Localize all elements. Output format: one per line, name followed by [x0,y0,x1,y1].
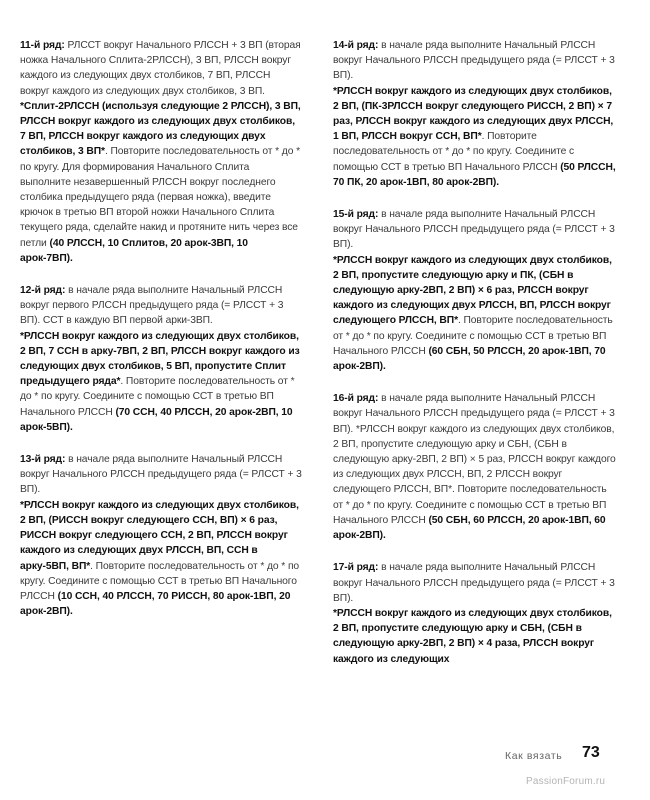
row-text: в начале ряда выполните Начальный РЛССН вокруг Начального РЛССН предыдущего ряда (= РЛССТ + 3 ВП). [20,454,302,496]
page-number: 73 [582,744,600,761]
row-title: 15-й ряд: [333,209,379,221]
row-text-continued: . Повторите последовательность от * до * по кругу. Для формирования Начального Сплита выполните незавершенный РЛССН вокруг последнего столбика предыдущего ряда (первая ножка), введите крючок в третью ВП второй ножки Начального Сплита текущего ряда, сделайте накид и протяните нить через все петли [20,146,301,249]
row-totals: (50 РЛССН, 70 ПК, 20 арок-1ВП, 80 арок-2ВП). [333,161,616,188]
row-totals: (10 ССН, 40 РЛССН, 70 РИССН, 80 арок-1ВП, 20 арок-2ВП). [20,590,291,618]
row-text: в начале ряда выполните Начальный РЛССН вокруг Начального РЛССН предыдущего ряда (= РЛССТ + 3 ВП). *РЛССН вокруг каждого из следующих двух столбиков, 2 ВП, пропустите следующую арку и СБН, (СБН в следующую арку-2ВП, 2 ВП) × 5 раз, РЛССН вокруг каждого из следующих двух РЛССН, ВП, 2 РЛССН вокруг следующего РЛССН, ВП*. Повторите последовательность от * до * по кругу. Соедините с помощью ССТ в третью ВП Начального РЛССН [333,393,616,526]
row-text: в начале ряда выполните Начальный РЛССН вокруг Начального РЛССН предыдущего ряда (= РЛССТ + 3 ВП). [333,562,615,604]
row-instruction-14 [333,38,617,190]
watermark: PassionForum.ru [526,776,606,787]
row-totals: (40 РЛССН, 10 Сплитов, 20 арок-3ВП, 10 арок-7ВП). [20,237,248,264]
row-instruction-17 [333,560,617,666]
row-bold-text: *РЛССН вокруг каждого из следующих двух столбиков, 2 ВП, (ПК-3РЛССН вокруг следующего РИССН, 2 ВП) × 7 раз, РЛССН вокруг каждого из следующих двух РЛССН, 1 ВП, РЛССН вокруг ССН, ВП* [333,85,614,143]
row-title: 17-й ряд: [333,562,379,574]
row-text-continued: . Повторите последовательность от * до * по кругу. Соедините с помощью ССТ в третью ВП Начального РЛССН [20,560,300,602]
right-column [333,38,617,684]
row-instruction-11 [20,38,302,266]
row-text: в начале ряда выполните Начальный РЛССН вокруг Начального РЛССН предыдущего ряда (= РЛССТ + 3 ВП). [333,40,615,82]
row-instruction-13 [20,452,302,619]
row-text: в начале ряда выполните Начальный РЛССН вокруг Начального РЛССН предыдущего ряда (= РЛССТ + 3 ВП). [333,209,615,251]
row-title: 11-й ряд: [20,40,65,51]
row-totals: (50 СБН, 60 РЛССН, 20 арок-1ВП, 60 арок-2ВП). [333,514,606,542]
section-label: Как вязать [505,750,563,762]
row-totals: (70 ССН, 40 РЛССН, 20 арок-2ВП, 10 арок-5ВП). [20,406,293,433]
left-column [20,38,302,636]
row-text-continued: . Повторите последовательность от * до * по кругу. Соедините с помощью ССТ в третью ВП Начального РЛССН [333,131,575,173]
row-text-continued: . Повторите последовательность от * до * по кругу. Соедините с помощью ССТ в третью ВП Начального РЛССН [20,376,295,418]
row-title: 13-й ряд: [20,454,66,466]
row-instruction-12 [20,283,302,435]
row-bold-text: *Сплит-2РЛССН (используя следующие 2 РЛССН), 3 ВП, РЛССН вокруг каждого из следующих двух столбиков, 7 ВП, РЛССН вокруг каждого из следующих двух столбиков, 3 ВП* [20,100,301,158]
row-text: в начале ряда выполните Начальный РЛССН вокруг первого РЛССН предыдущего ряда (= РЛССТ + 3 ВП). ССТ в каждую ВП первой арки-3ВП. [20,285,284,327]
row-text: РЛССТ вокруг Начального РЛССН + 3 ВП (вторая ножка Начального Сплита-2РЛССН), 3 ВП, РЛССН вокруг каждого из следующих двух столбиков, 7 ВП, РЛССН вокруг каждого из следующих двух столбиков, 3 ВП. [20,40,301,97]
row-text-continued: . Повторите последовательность от * до * по кругу. Соедините с помощью ССТ в третью ВП Начального РЛССН [333,315,613,357]
row-totals: (60 СБН, 50 РЛССН, 20 арок-1ВП, 70 арок-2ВП). [333,345,606,373]
row-title: 14-й ряд: [333,40,379,51]
row-title: 12-й ряд: [20,285,66,297]
row-bold-text: *РЛССН вокруг каждого из следующих двух столбиков, 2 ВП, 7 ССН в арку-7ВП, 2 ВП, РЛССН вокруг каждого из следующих двух столбиков, 5 ВП, пропустите Сплит предыдущего ряда* [20,330,300,388]
row-title: 16-й ряд: [333,393,379,405]
row-bold-text: *РЛССН вокруг каждого из следующих двух столбиков, 2 ВП, пропустите следующую арку и СБН, (СБН в следующую арку-2ВП, 2 ВП) × 4 раза, РЛССН вокруг каждого из следующих [333,607,612,665]
row-instruction-16 [333,391,617,543]
row-bold-text: *РЛССН вокруг каждого из следующих двух столбиков, 2 ВП, пропустите следующую арку и ПК, (СБН в следующую арку-2ВП, 2 ВП) × 6 раз, РЛССН вокруг каждого из следующих двух РЛССН, ВП, РЛССН вокруг следующего РЛССН, ВП* [333,254,612,327]
row-instruction-15 [333,207,617,374]
row-bold-text: *РЛССН вокруг каждого из следующих двух столбиков, 2 ВП, (РИССН вокруг следующего ССН, ВП) × 6 раз, РИССН вокруг следующего ССН, 2 ВП, РЛССН вокруг каждого из следующих двух РЛССН, ВП, ССН в арку-5ВП, ВП* [20,499,299,572]
